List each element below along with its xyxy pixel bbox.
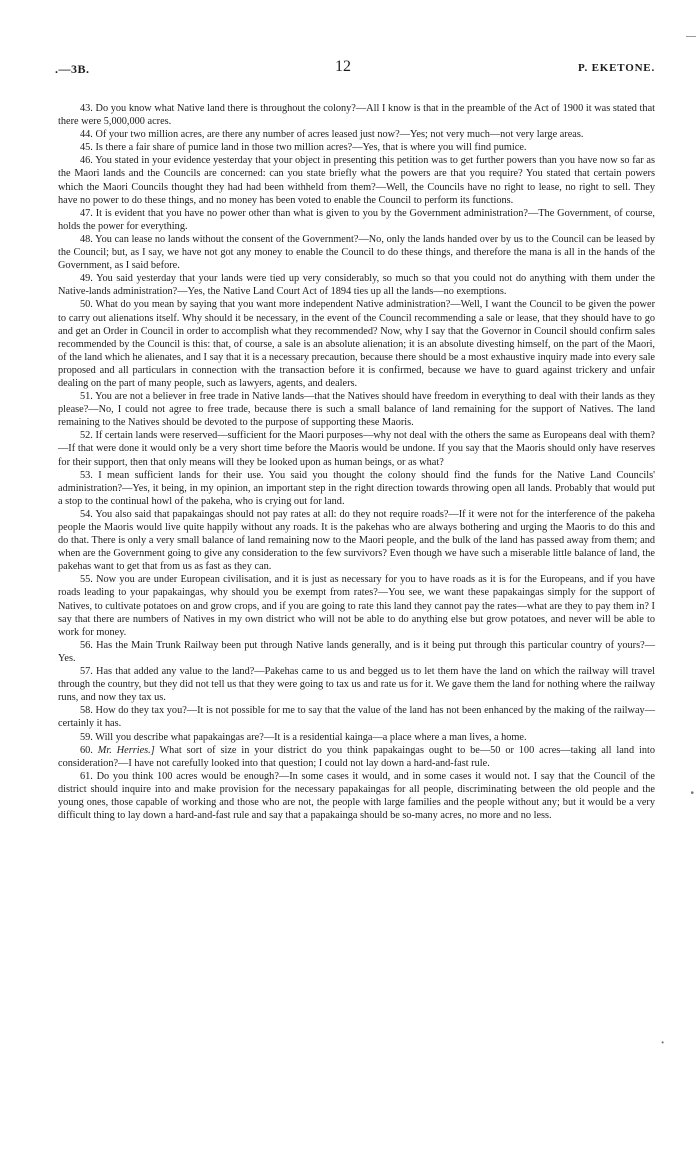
paragraph-48: 48. You can lease no lands without the consent of the Government?—No, only the lands handed over by us to the Council can be leased by the Council; but, as I say, we have not got any money to enable the Council to do these things, and therefore the mana is all in the hands of the Government, as I said before. xyxy=(58,233,655,272)
paragraph-44: 44. Of your two million acres, are there any number of acres leased just now?—Yes; not very much—not very large areas. xyxy=(80,129,584,141)
speaker-label: Mr. Herries.] xyxy=(97,744,155,756)
paragraph-54: 54. You also said that papakaingas should not pay rates at all: do they not require roads?—If it were not for the interference of the pakeha people the Maoris would live quite happily without any roads. It is the pakehas who are always bothering and urging the Maoris to do this and do that. There is only a very small balance of land remaining now to the Maori people, and the bulk of the land has passed away from them; and when are the Government going to give any consideration to the few survivors? Even though we have such a miserable little balance of land, the pakehas want to get that from us as fast as they can. xyxy=(58,508,655,573)
paragraph-51: 51. You are not a believer in free trade in Native lands—that the Natives should have freedom in everything to deal with their lands as they please?—No, I could not agree to free trade, because there is such a small balance of land remaining for the support of Natives. The land remaining to the Natives should be devoted to the purpose of supporting these Maoris. xyxy=(58,391,655,429)
page-number: 12 xyxy=(335,58,351,75)
paragraph-55: 55. Now you are under European civilisation, and it is just as necessary for you to have roads as it is for the Europeans, and if you have roads leading to your papakaingas, why should you be exempt from rates?—You see, we want these papakaingas simply for the support of Natives, to cultivate potatoes on and grow crops, and if you are going to rate this land they cannot pay the rates—what are they to pay them in? I say that there are numbers of Natives in my own district who will not be able to do anything else but grow potatoes, and never will be able to work for money. xyxy=(58,574,655,638)
paragraph-58: 58. How do they tax you?—It is not possible for me to say that the value of the land has not been enhanced by the making of the railway—certainly it has. xyxy=(58,705,655,730)
margin-mark: • xyxy=(690,788,694,799)
paragraph-53: 53. I mean sufficient lands for their use. You said you thought the colony should find the funds for the Native Land Councils' administration?—Yes, it being, in my opinion, an important step in the right direction towards throwing open all lands. Probably that would put a stop to the continual howl of the pakeha, who is crying out for land. xyxy=(58,469,655,507)
paragraph-47: 47. It is evident that you have no power other than what is given to you by the Government administration?—The Government, of course, holds the power for everything. xyxy=(58,207,655,232)
paragraph-56: 56. Has the Main Trunk Railway been put through Native lands generally, and is it being put through this particular country of yours?—Yes. xyxy=(58,639,655,664)
paragraph-46: 46. You stated in your evidence yesterday that your object in presenting this petition was to get further powers than you have now so far as the Maori lands and the Councils are concerned: can you state briefly what the powers are that you require? You stated that certain powers which the Maori Councils thought they had had been withheld from them?—Well, the Councils have no right to lease, no right to sell. They have no power to do these things, and no money has been voted to enable the Council to perform its functions. xyxy=(58,155,655,206)
paragraph-43: 43. Do you know what Native land there is throughout the colony?—All I know is that in the preamble of the Act of 1900 it was stated that there were 5,000,000 acres. xyxy=(58,103,655,128)
paragraph-45: 45. Is there a fair share of pumice land in those two million acres?—Yes, that is where you will find pumice. xyxy=(80,142,527,154)
paragraph-61: 61. Do you think 100 acres would be enough?—In some cases it would, and in some cases it would not. I say that the Council of the district should inquire into and make provision for the necessary papakaingas for all people, discriminating between the old people and the young ones, those capable of working and those who are not, the people with large families and the people without any; but it would be a very difficult thing to lay down a hard-and-fast rule and say that a papakainga should be so-many acres, no more and no less. xyxy=(58,770,655,822)
margin-dot: • xyxy=(661,1038,664,1047)
document-reference: .—3B. xyxy=(55,62,90,76)
paragraph-60-text: What sort of size in your district do you think papakaingas ought to be—50 or 100 acres—taking all land into consideration?—I have not carefully looked into that question; I could not lay down a hard-and-fast rule. xyxy=(58,744,656,769)
edge-line xyxy=(686,36,696,37)
body-text xyxy=(58,102,655,822)
paragraph-49: 49. You said yesterday that your lands were tied up very considerably, so much so that you could not do anything with them under the Native-lands administration?—Yes, the Native Land Court Act of 1894 ties up all the lands—no exemptions. xyxy=(58,273,655,298)
paragraph-57: 57. Has that added any value to the land?—Pakehas came to us and begged us to let them have the land on which the railway will travel through the country, but they did not tell us that they were going to tax us and rate us for it. We gave them the land for nothing where the railway runs, and now they tax us. xyxy=(58,666,655,704)
paragraph-60-number: 60. xyxy=(80,744,93,756)
witness-name: P. EKETONE. xyxy=(578,62,655,74)
page-header xyxy=(55,58,655,84)
paragraph-60 xyxy=(58,744,655,770)
paragraph-50: 50. What do you mean by saying that you want more independent Native administration?—Well, I want the Council to be given the power to carry out alienations itself. Why should it be necessary, in the event of the Council recommending a sale or lease, that they should have to go and get an Order in Council in order to accomplish what they recommended? Now, why I say that the Governor in Council should confirm sales recommended by the Council is this: that, of course, a sale is an absolute alienation; it is an absolute divesting himself, on the part of the Maori, of the land which he alienates, and I say that it is a necessary precaution, because there should be a most exhaustive inquiry made into every sale proposed and all particulars in connection with the transaction before it is confirmed, because we have to guard against trickery and unfair dealing on the part of many people, such as lawyers, agents, and dealers. xyxy=(58,299,655,389)
paragraph-52: 52. If certain lands were reserved—sufficient for the Maori purposes—why not deal with the others the same as Europeans deal with them?—If that were done it would only be a very short time before the Maoris would be undone. If you say that the Maoris should only have reserves for their support, then that only means will they be looked upon as human beings, or as what? xyxy=(58,430,655,468)
paragraph-59: 59. Will you describe what papakaingas are?—It is a residential kainga—a place where a man lives, a home. xyxy=(80,731,527,743)
